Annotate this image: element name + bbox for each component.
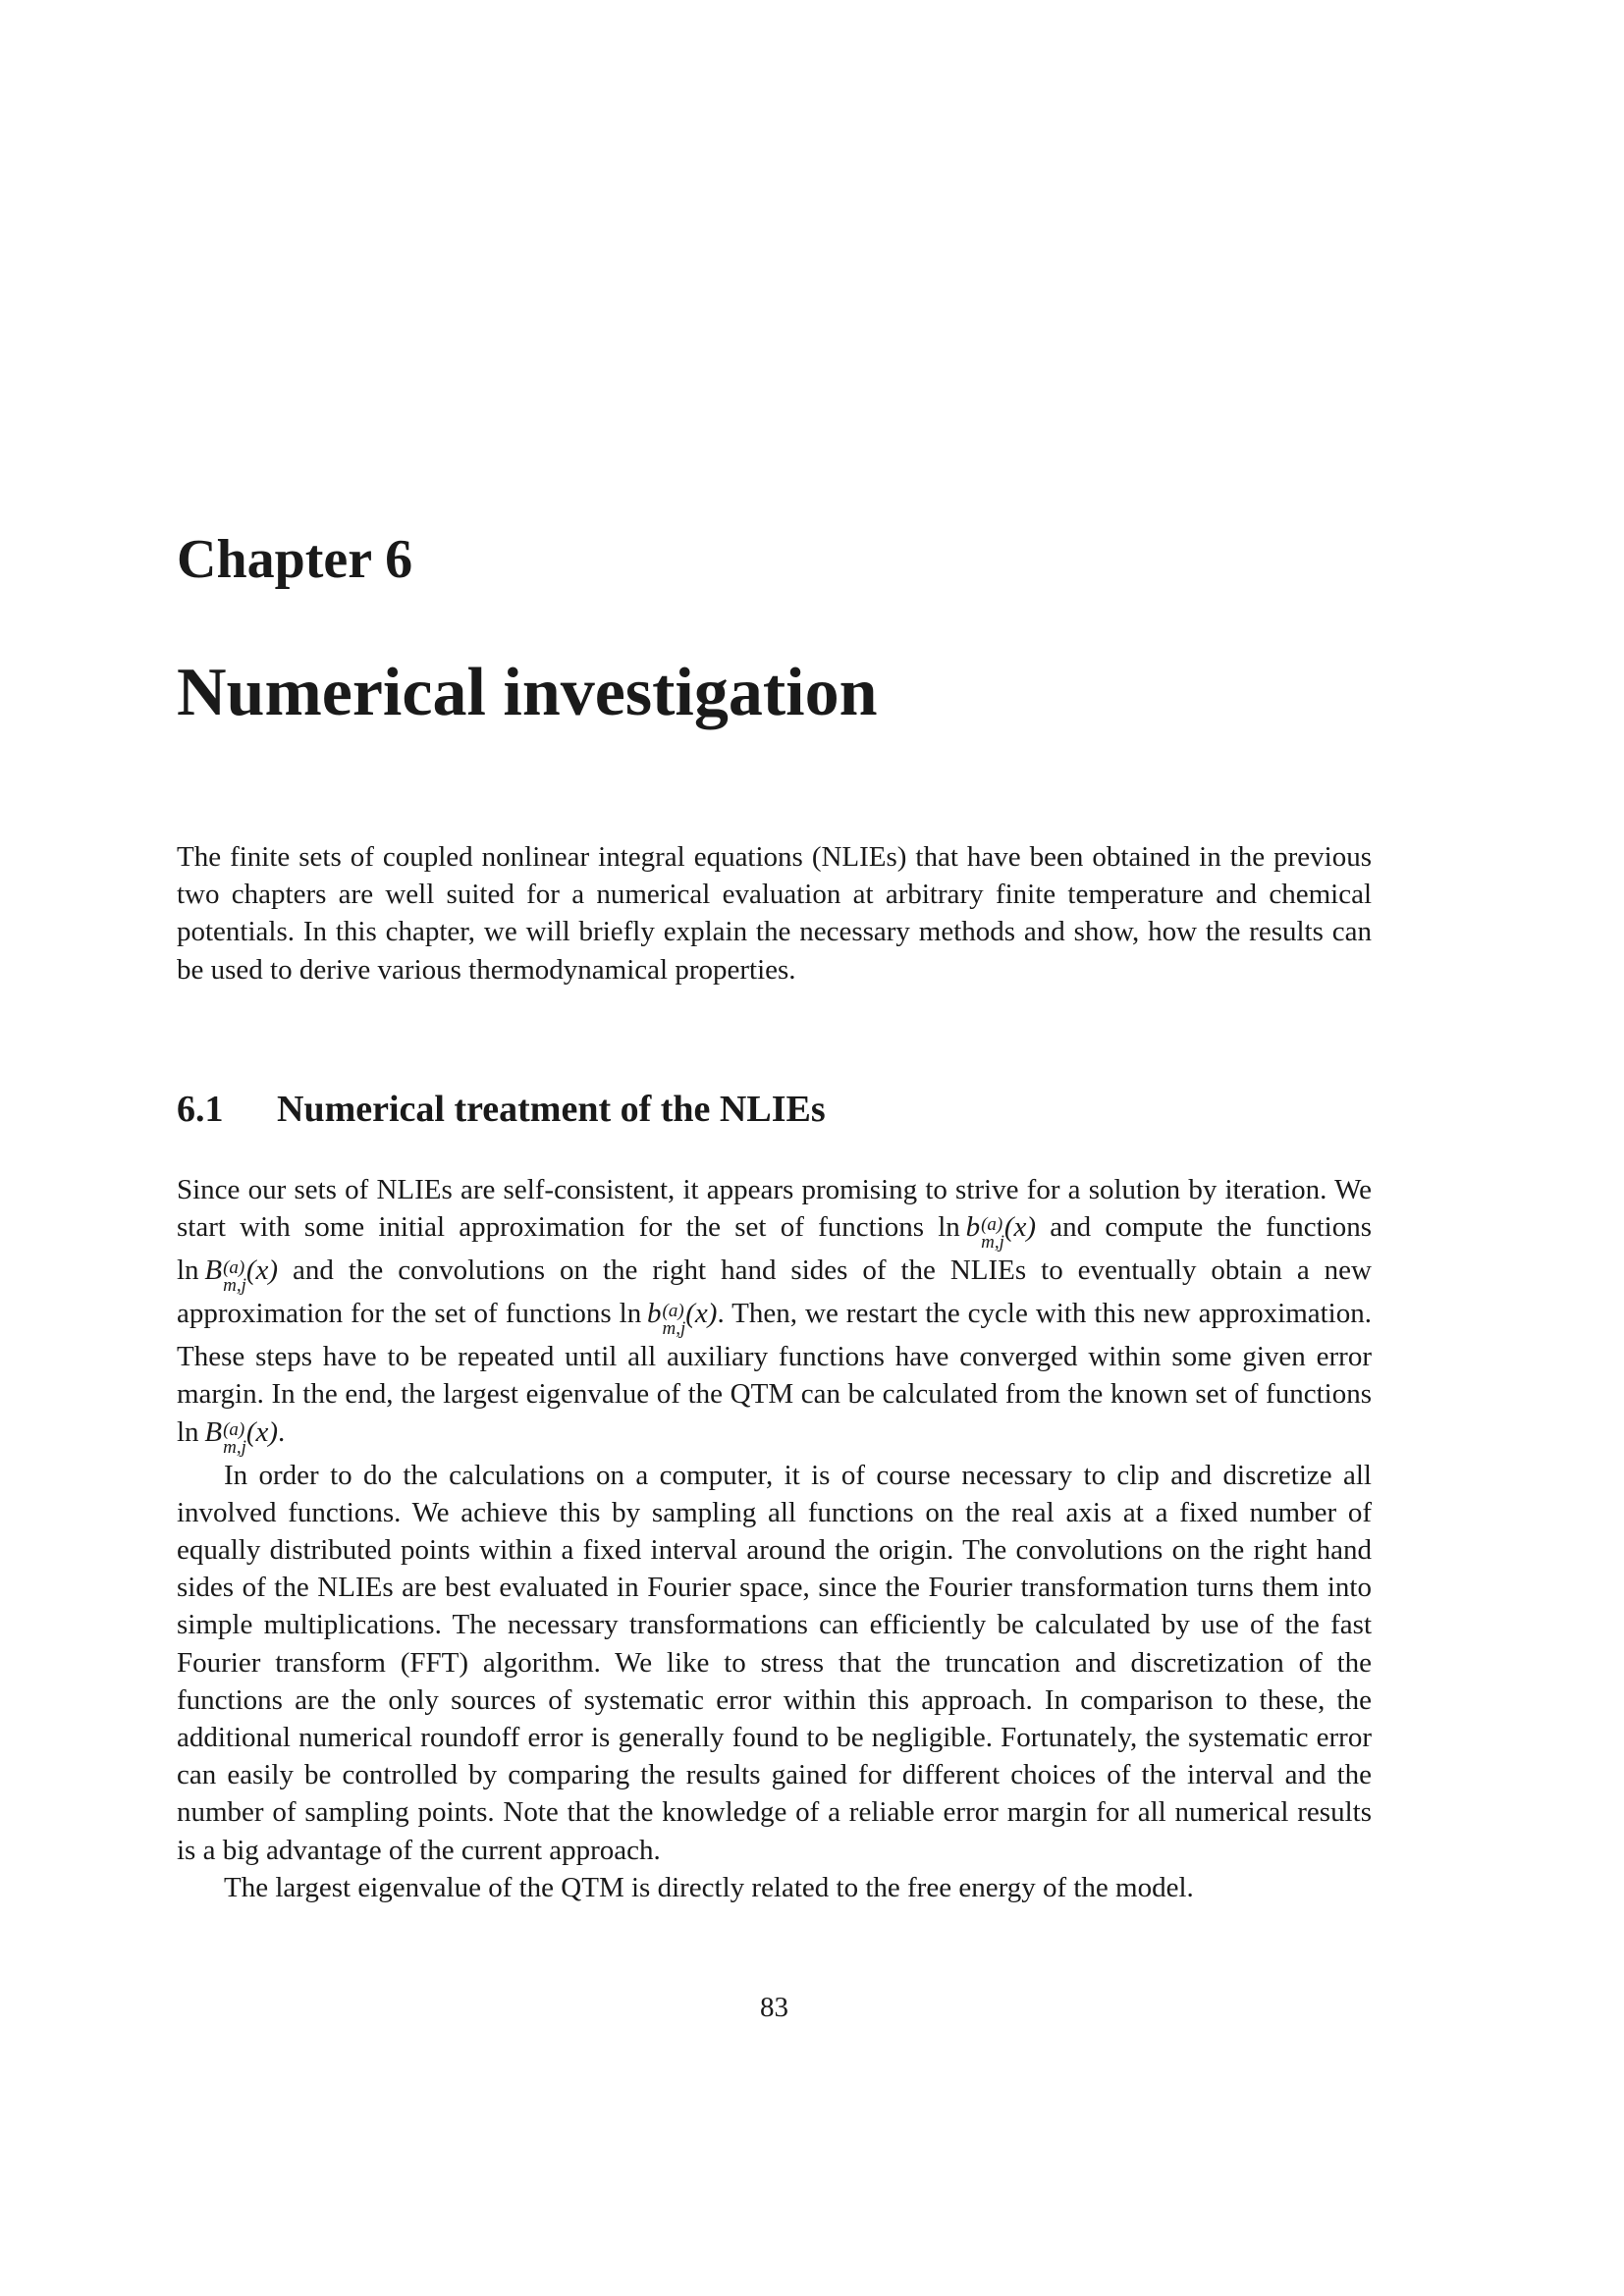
section-paragraph-3: The largest eigenvalue of the QTM is directly related to the free energy of the model. [224,1871,1194,1903]
chapter-label: Chapter 6 [177,529,413,590]
paragraph-text: and the convolutions on the right hand sides of the NLIEs to eventually obtain a new approximation for the set of functions [177,1255,1372,1330]
intro-paragraph: The finite sets of coupled nonlinear integral equations (NLIEs) that have been obtained in the previous two chapters are well suited for a numerical evaluation at arbitrary finite temperature and chemical potentials. In this chapter, we will briefly explain the necessary methods and show, how the results can be used to derive various thermodynamical properties. [177,841,1372,986]
section-number: 6.1 [177,1089,224,1130]
section-title: Numerical treatment of the NLIEs [277,1089,826,1130]
math-ln-b-2: ln b (a) m,j (x) [619,1298,718,1340]
paragraph-text: and compute the functions [1036,1211,1372,1244]
section-heading [177,1086,826,1133]
section-paragraph-1 [177,1171,1372,1457]
paragraph-text: Since our sets of NLIEs are self-consistent, it appears promising to strive for a solution by iteration. We start with some initial approximation for the set of functions [177,1174,1372,1244]
section-paragraph-2: In order to do the calculations on a computer, it is of course necessary to clip and discretize all involved functions. We achieve this by sampling all functions on the real axis at a fixed number of equally distributed points within a fixed interval around the origin. The convolutions on the right hand sides of the NLIEs are best evaluated in Fourier space, since the Fourier transformation turns them into simple multiplications. The necessary transformations can efficiently be calculated by use of the fast Fourier transform (FFT) algorithm. We like to stress that the truncation and discretization of the functions are the only sources of systematic error within this approach. In comparison to these, the additional numerical roundoff error is generally found to be negligible. Fortunately, the systematic error can easily be controlled by comparing the results gained for different choices of the interval and the number of sampling points. Note that the knowledge of a reliable error margin for all numerical results is a big advantage of the current approach. [177,1459,1372,1866]
math-ln-B-1: ln B (a) m,j (x) [177,1255,279,1297]
section-body [177,1171,1372,1906]
math-ln-B-2: ln B (a) m,j (x) [177,1415,279,1458]
paragraph-text: . [278,1415,286,1448]
page [177,0,1372,2296]
chapter-title: Numerical investigation [177,655,878,730]
paragraph-text: . Then, we restart the cycle with this new approximation. These steps have to be repeated until all auxiliary functions have converged within some given error margin. In the end, the largest eigenvalue of the QTM can be calculated from the known set of functions [177,1298,1372,1411]
page-number: 83 [760,1992,788,2023]
math-ln-b-1: ln b (a) m,j (x) [938,1211,1037,1254]
